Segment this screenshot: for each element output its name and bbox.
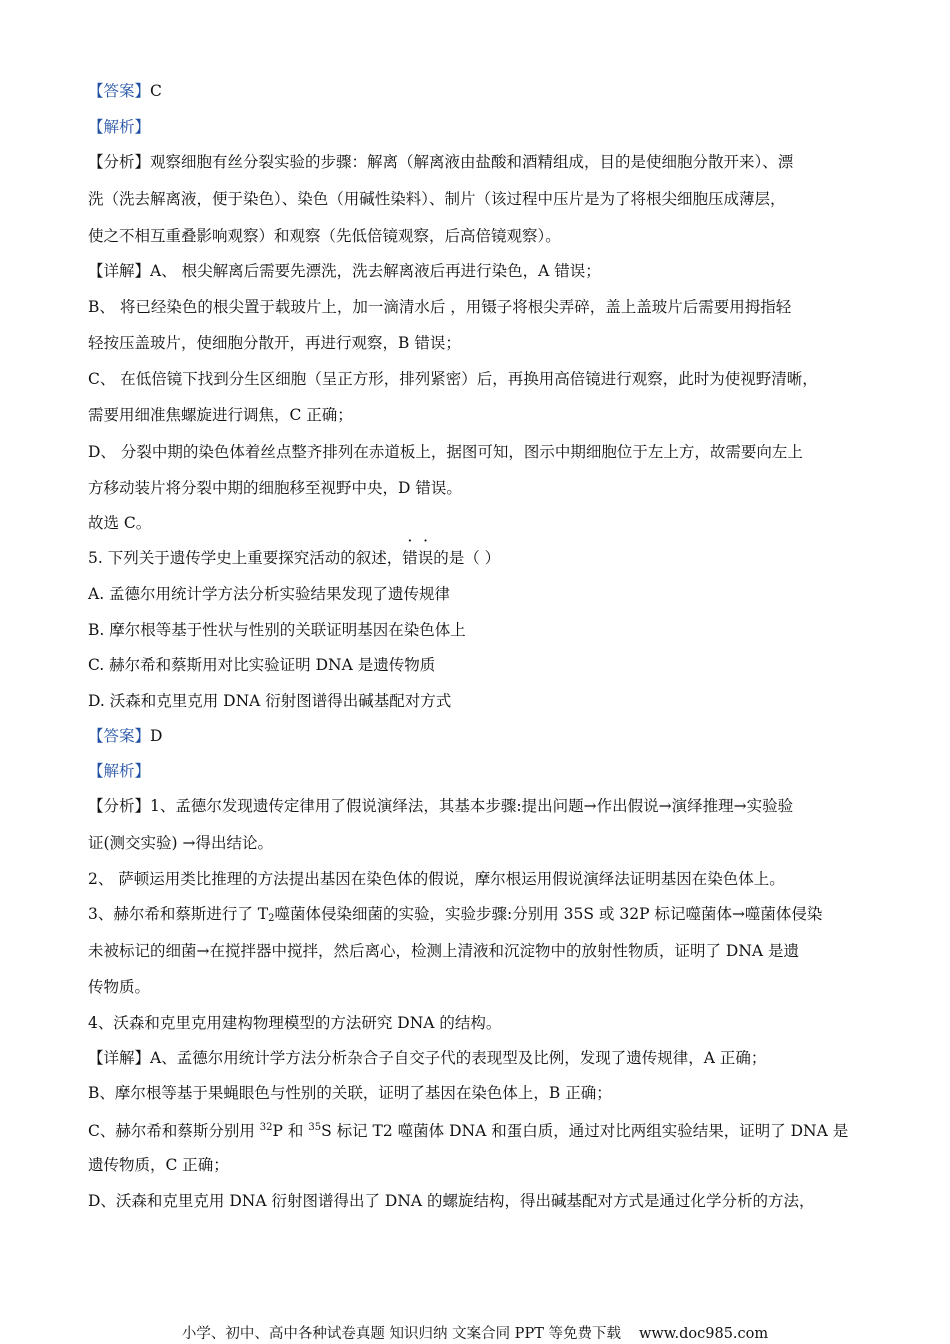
q5-answer-value: D	[150, 727, 163, 745]
q5-detail-c-post: S 标记 T2 噬菌体 DNA 和蛋白质，通过对比两组实验结果，证明了 DNA 是	[321, 1122, 849, 1140]
xiangjie-label: 【详解】	[88, 1049, 151, 1067]
page-footer	[0, 1322, 950, 1343]
q4-fenxi-line-2: 洗（洗去解离液，便于染色）、染色（用碱性染料）、制片（该过程中压片是为了将根尖细胞压成薄层，	[88, 190, 786, 208]
q5-detail-c-sup1: 32	[259, 1122, 273, 1133]
q5-option-a: A. 孟德尔用统计学方法分析实验结果发现了遗传规律	[88, 585, 451, 603]
q5-stem-after: 的是（ ）	[433, 549, 501, 567]
q5-analysis-label	[88, 760, 878, 782]
fenxi-label: 【分析】	[88, 153, 151, 171]
q5-fenxi-3b: 未被标记的细菌→在搅拌器中搅拌，然后离心，检测上清液和沉淀物中的放射性物质，证明了 DNA 是遗	[88, 942, 800, 960]
q5-fenxi-4: 4、沃森和克里克用建构物理模型的方法研究 DNA 的结构。	[88, 1014, 502, 1032]
q4-detail-a-text: A、 根尖解离后需要先漂洗，洗去解离液后再进行染色，A 错误；	[150, 262, 601, 280]
q4-fenxi-line-3: 使之不相互重叠影响观察）和观察（先低倍镜观察，后高倍镜观察）。	[88, 227, 561, 245]
q4-detail-c-2: 需要用细准焦螺旋进行调焦，C 正确；	[88, 406, 353, 424]
q5-detail-d: D、沃森和克里克用 DNA 衍射图谱得出了 DNA 的螺旋结构，得出碱基配对方式是通过化学分析的方法，	[88, 1192, 815, 1210]
q5-detail-c-sup2: 35	[308, 1122, 322, 1133]
q4-answer-value: C	[150, 82, 162, 100]
q5-detail-c-mid: P 和	[272, 1122, 309, 1140]
footer-link[interactable]: www.doc985.com	[638, 1326, 769, 1342]
q5-stem	[88, 547, 878, 569]
q5-detail-a-text: A、孟德尔用统计学方法分析杂合子自交子代的表现型及比例，发现了遗传规律，A 正确；	[150, 1049, 767, 1067]
q5-fenxi-3a-sub: 2	[268, 913, 275, 924]
answer-label: 【答案】	[88, 82, 151, 100]
q5-detail-c-pre: C、赫尔希和蔡斯分别用	[88, 1122, 260, 1140]
q5-answer-line	[88, 725, 878, 747]
q5-option-c: C. 赫尔希和蔡斯用对比实验证明 DNA 是遗传物质	[88, 656, 436, 674]
q5-fenxi-1a-text: 1、孟德尔发现遗传定律用了假说演绎法，其基本步骤:提出问题→作出假说→演绎推理→实验验	[150, 797, 794, 815]
q5-fenxi-3a	[88, 903, 878, 930]
answer-label: 【答案】	[88, 727, 151, 745]
fenxi-label: 【分析】	[88, 797, 151, 815]
q5-emphasis-char-2: 误	[417, 549, 434, 567]
q4-detail-a	[88, 260, 878, 282]
footer-text: 小学、初中、高中各种试卷真题 知识归纳 文案合同 PPT 等免费下载	[181, 1326, 621, 1342]
q5-detail-a	[88, 1047, 878, 1069]
q5-fenxi-3c: 传物质。	[88, 978, 151, 996]
q5-detail-c-1	[88, 1117, 878, 1142]
q5-detail-c-2: 遗传物质，C 正确；	[88, 1156, 229, 1174]
q5-fenxi-1a	[88, 795, 878, 817]
q4-conclusion: 故选 C。	[88, 514, 152, 532]
q4-analysis-label	[88, 116, 878, 138]
q5-fenxi-3a-post: 噬菌体侵染细菌的实验，实验步骤:分别用 35S 或 32P 标记噬菌体→噬菌体侵染	[274, 905, 823, 923]
xiangjie-label: 【详解】	[88, 262, 151, 280]
q5-option-d: D. 沃森和克里克用 DNA 衍射图谱得出碱基配对方式	[88, 692, 452, 710]
analysis-label: 【解析】	[88, 118, 151, 136]
q4-detail-c-1: C、 在低倍镜下找到分生区细胞（呈正方形，排列紧密）后，再换用高倍镜进行观察，此时为使视野清晰，	[88, 370, 818, 388]
q5-detail-b: B、摩尔根等基于果蝇眼色与性别的关联，证明了基因在染色体上，B 正确；	[88, 1084, 612, 1102]
q5-emphasis-char-1: 错	[402, 549, 418, 567]
q4-detail-b-2: 轻按压盖玻片，使细胞分散开，再进行观察，B 错误；	[88, 334, 461, 352]
q4-fenxi-text-1: 观察细胞有丝分裂实验的步骤：解离（解离液由盐酸和酒精组成，目的是使细胞分散开来）、漂	[150, 153, 794, 171]
q5-fenxi-1b: 证(测交实验) →得出结论。	[88, 834, 274, 852]
q5-fenxi-3a-pre: 3、赫尔希和蔡斯进行了 T	[88, 905, 269, 923]
q5-option-b: B. 摩尔根等基于性状与性别的关联证明基因在染色体上	[88, 621, 466, 639]
q5-fenxi-2: 2、 萨顿运用类比推理的方法提出基因在染色体的假说，摩尔根运用假说演绎法证明基因在染色体上。	[88, 870, 785, 888]
q4-detail-d-2: 方移动装片将分裂中期的细胞移至视野中央，D 错误。	[88, 479, 462, 497]
q4-fenxi-line-1	[88, 151, 878, 173]
q4-answer-line	[88, 80, 878, 102]
q5-stem-before: 5. 下列关于遗传学史上重要探究活动的叙述，	[88, 549, 403, 567]
q4-detail-b-1: B、 将已经染色的根尖置于载玻片上，加一滴清水后 ，用镊子将根尖弄碎，盖上盖玻片后需要用拇指轻	[88, 298, 792, 316]
analysis-label: 【解析】	[88, 762, 151, 780]
q4-detail-d-1: D、 分裂中期的染色体着丝点整齐排列在赤道板上，据图可知，图示中期细胞位于左上方，故需要向左上	[88, 443, 803, 461]
